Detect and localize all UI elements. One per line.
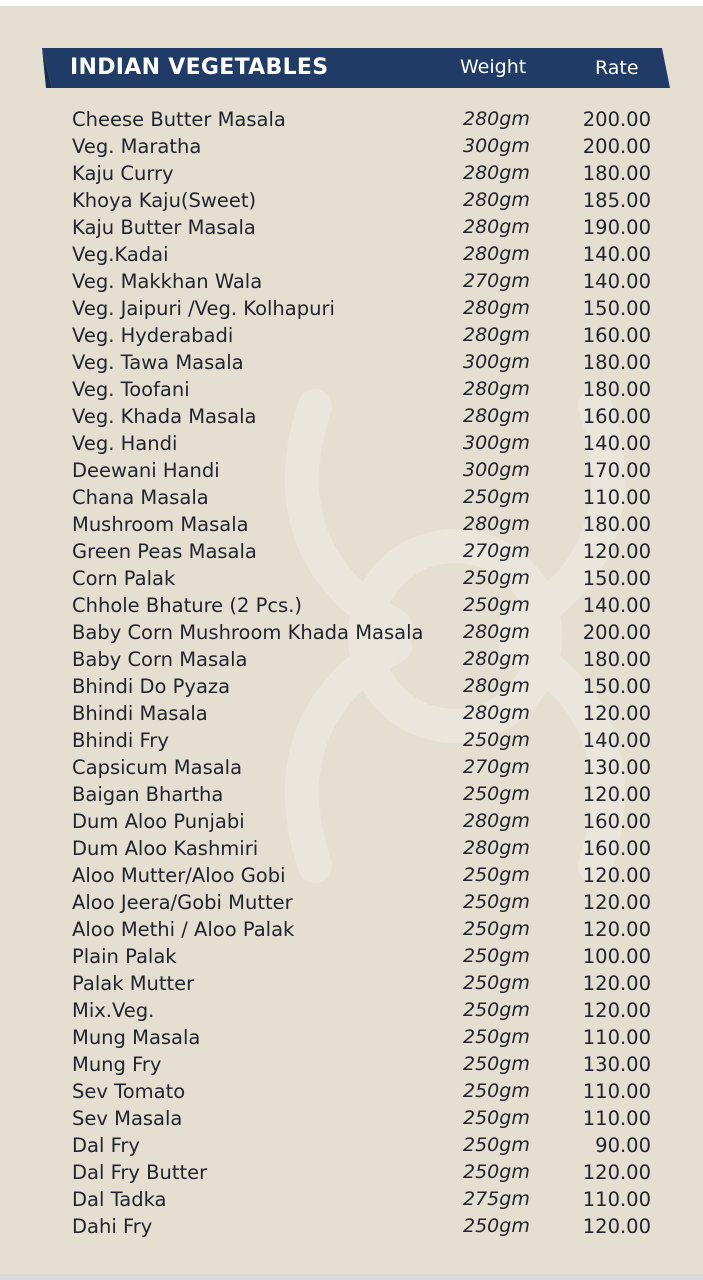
item-rate: 130.00 (582, 756, 651, 779)
item-rate: 140.00 (582, 729, 651, 752)
item-name: Aloo Jeera/Gobi Mutter (72, 891, 293, 914)
item-rate: 110.00 (582, 1026, 651, 1049)
item-weight: 270gm (463, 756, 530, 778)
item-rate: 180.00 (582, 378, 651, 401)
item-weight: 250gm (463, 999, 530, 1021)
menu-item-row (0, 511, 703, 538)
item-rate: 170.00 (582, 459, 651, 482)
item-name: Green Peas Masala (72, 540, 257, 563)
page-bottom-edge (0, 1274, 703, 1280)
item-name: Bhindi Fry (72, 729, 169, 752)
menu-item-row (0, 997, 703, 1024)
menu-item-row (0, 835, 703, 862)
item-name: Dal Tadka (72, 1188, 167, 1211)
menu-item-row (0, 916, 703, 943)
menu-item-row (0, 700, 703, 727)
item-name: Veg. Handi (72, 432, 178, 455)
item-name: Kaju Butter Masala (72, 216, 256, 239)
item-weight: 250gm (463, 1134, 530, 1156)
item-weight: 300gm (463, 135, 530, 157)
item-weight: 250gm (463, 1107, 530, 1129)
item-weight: 300gm (463, 432, 530, 454)
menu-item-row (0, 1159, 703, 1186)
item-weight: 280gm (463, 378, 530, 400)
item-rate: 200.00 (582, 108, 651, 131)
item-weight: 270gm (463, 270, 530, 292)
item-name: Corn Palak (72, 567, 176, 590)
item-rate: 190.00 (582, 216, 651, 239)
item-rate: 120.00 (582, 972, 651, 995)
menu-item-row (0, 160, 703, 187)
menu-item-row (0, 889, 703, 916)
menu-item-row (0, 268, 703, 295)
menu-item-row (0, 862, 703, 889)
item-weight: 250gm (463, 1215, 530, 1237)
item-rate: 120.00 (582, 891, 651, 914)
item-weight: 250gm (463, 729, 530, 751)
item-weight: 280gm (463, 405, 530, 427)
menu-item-list (0, 106, 703, 1240)
menu-item-row (0, 457, 703, 484)
menu-item-row (0, 592, 703, 619)
item-rate: 180.00 (582, 351, 651, 374)
item-name: Palak Mutter (72, 972, 195, 995)
item-name: Baby Corn Mushroom Khada Masala (72, 621, 424, 644)
menu-item-row (0, 1132, 703, 1159)
item-name: Chhole Bhature (2 Pcs.) (72, 594, 303, 617)
item-weight: 280gm (463, 108, 530, 130)
item-rate: 160.00 (582, 810, 651, 833)
item-rate: 180.00 (582, 648, 651, 671)
item-name: Mung Masala (72, 1026, 201, 1049)
item-name: Mung Fry (72, 1053, 162, 1076)
item-name: Dum Aloo Kashmiri (72, 837, 259, 860)
item-rate: 120.00 (582, 999, 651, 1022)
item-weight: 280gm (463, 702, 530, 724)
item-name: Chana Masala (72, 486, 209, 509)
item-name: Aloo Methi / Aloo Palak (72, 918, 295, 941)
menu-item-row (0, 241, 703, 268)
item-rate: 90.00 (595, 1134, 651, 1157)
menu-item-row (0, 1078, 703, 1105)
weight-column-header: Weight (460, 56, 527, 78)
item-weight: 270gm (463, 540, 530, 562)
menu-item-row (0, 673, 703, 700)
menu-item-row (0, 1105, 703, 1132)
menu-item-row (0, 754, 703, 781)
menu-item-row (0, 943, 703, 970)
menu-item-row (0, 1051, 703, 1078)
item-rate: 120.00 (582, 918, 651, 941)
item-name: Aloo Mutter/Aloo Gobi (72, 864, 286, 887)
menu-item-row (0, 430, 703, 457)
item-weight: 280gm (463, 189, 530, 211)
item-name: Dal Fry (72, 1134, 140, 1157)
item-rate: 110.00 (582, 486, 651, 509)
item-name: Dahi Fry (72, 1215, 153, 1238)
item-rate: 130.00 (582, 1053, 651, 1076)
menu-item-row (0, 349, 703, 376)
item-weight: 280gm (463, 324, 530, 346)
item-rate: 150.00 (582, 567, 651, 590)
item-weight: 280gm (463, 162, 530, 184)
item-rate: 120.00 (582, 864, 651, 887)
menu-item-row (0, 565, 703, 592)
item-name: Kaju Curry (72, 162, 174, 185)
menu-item-row (0, 538, 703, 565)
item-rate: 180.00 (582, 513, 651, 536)
item-rate: 110.00 (582, 1188, 651, 1211)
item-name: Khoya Kaju(Sweet) (72, 189, 257, 212)
item-name: Veg. Maratha (72, 135, 202, 158)
item-weight: 280gm (463, 810, 530, 832)
item-weight: 250gm (463, 972, 530, 994)
menu-item-row (0, 646, 703, 673)
menu-item-row (0, 106, 703, 133)
item-rate: 110.00 (582, 1080, 651, 1103)
item-name: Mushroom Masala (72, 513, 249, 536)
item-name: Bhindi Do Pyaza (72, 675, 231, 698)
menu-item-row (0, 295, 703, 322)
menu-page (0, 6, 703, 1274)
item-name: Bhindi Masala (72, 702, 208, 725)
menu-item-row (0, 727, 703, 754)
item-rate: 160.00 (582, 324, 651, 347)
section-header (42, 48, 670, 88)
menu-item-row (0, 808, 703, 835)
item-weight: 280gm (463, 513, 530, 535)
section-title: INDIAN VEGETABLES (70, 55, 329, 80)
item-rate: 150.00 (582, 297, 651, 320)
item-rate: 120.00 (582, 1215, 651, 1238)
item-rate: 110.00 (582, 1107, 651, 1130)
item-name: Veg. Khada Masala (72, 405, 257, 428)
menu-item-row (0, 1186, 703, 1213)
item-rate: 140.00 (582, 243, 651, 266)
item-rate: 180.00 (582, 162, 651, 185)
item-weight: 300gm (463, 351, 530, 373)
item-weight: 280gm (463, 675, 530, 697)
item-weight: 280gm (463, 837, 530, 859)
item-name: Sev Masala (72, 1107, 183, 1130)
item-rate: 160.00 (582, 405, 651, 428)
item-weight: 250gm (463, 1026, 530, 1048)
item-name: Cheese Butter Masala (72, 108, 286, 131)
item-name: Plain Palak (72, 945, 177, 968)
item-weight: 250gm (463, 1161, 530, 1183)
item-name: Veg.Kadai (72, 243, 169, 266)
item-weight: 250gm (463, 864, 530, 886)
item-name: Veg. Jaipuri /Veg. Kolhapuri (72, 297, 335, 320)
item-weight: 250gm (463, 1053, 530, 1075)
item-rate: 140.00 (582, 432, 651, 455)
item-name: Deewani Handi (72, 459, 220, 482)
item-weight: 300gm (463, 459, 530, 481)
menu-item-row (0, 376, 703, 403)
item-name: Veg. Tawa Masala (72, 351, 244, 374)
item-rate: 160.00 (582, 837, 651, 860)
item-weight: 250gm (463, 567, 530, 589)
item-name: Veg. Toofani (72, 378, 190, 401)
item-name: Dum Aloo Punjabi (72, 810, 245, 833)
item-weight: 250gm (463, 594, 530, 616)
menu-item-row (0, 214, 703, 241)
item-name: Veg. Hyderabadi (72, 324, 234, 347)
item-weight: 280gm (463, 648, 530, 670)
item-rate: 140.00 (582, 594, 651, 617)
menu-item-row (0, 781, 703, 808)
menu-item-row (0, 1213, 703, 1240)
item-name: Sev Tomato (72, 1080, 186, 1103)
menu-item-row (0, 484, 703, 511)
rate-column-header: Rate (595, 57, 639, 79)
item-rate: 120.00 (582, 1161, 651, 1184)
item-rate: 200.00 (582, 621, 651, 644)
item-weight: 250gm (463, 783, 530, 805)
item-name: Veg. Makkhan Wala (72, 270, 263, 293)
item-rate: 150.00 (582, 675, 651, 698)
item-rate: 120.00 (582, 783, 651, 806)
menu-item-row (0, 322, 703, 349)
item-weight: 280gm (463, 216, 530, 238)
item-weight: 250gm (463, 918, 530, 940)
item-weight: 275gm (463, 1188, 530, 1210)
menu-item-row (0, 970, 703, 997)
menu-item-row (0, 133, 703, 160)
item-rate: 185.00 (582, 189, 651, 212)
menu-item-row (0, 619, 703, 646)
item-name: Dal Fry Butter (72, 1161, 208, 1184)
item-rate: 100.00 (582, 945, 651, 968)
item-weight: 250gm (463, 1080, 530, 1102)
item-weight: 280gm (463, 621, 530, 643)
item-name: Baigan Bhartha (72, 783, 224, 806)
item-rate: 200.00 (582, 135, 651, 158)
item-name: Mix.Veg. (72, 999, 155, 1022)
item-weight: 250gm (463, 486, 530, 508)
item-name: Capsicum Masala (72, 756, 243, 779)
item-weight: 280gm (463, 243, 530, 265)
item-rate: 140.00 (582, 270, 651, 293)
menu-item-row (0, 403, 703, 430)
item-rate: 120.00 (582, 702, 651, 725)
item-rate: 120.00 (582, 540, 651, 563)
item-weight: 250gm (463, 945, 530, 967)
item-weight: 250gm (463, 891, 530, 913)
item-weight: 280gm (463, 297, 530, 319)
item-name: Baby Corn Masala (72, 648, 248, 671)
menu-item-row (0, 187, 703, 214)
menu-item-row (0, 1024, 703, 1051)
